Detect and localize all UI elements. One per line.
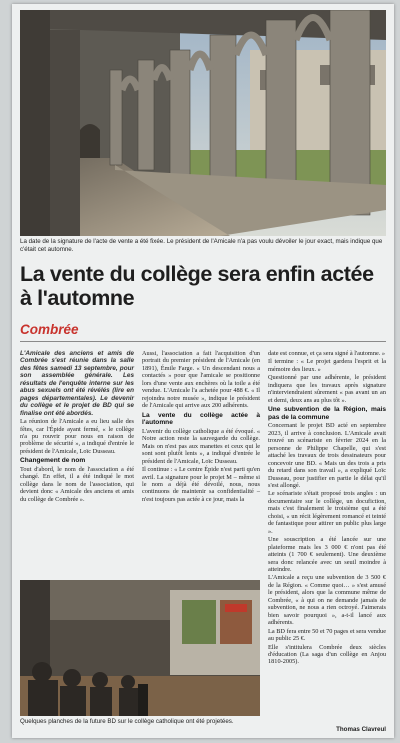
paragraph: L'Amicale a reçu une subvention de 3 500 € de la Région. « Comme quoi… » s'est amusé le président, alors que la commune même de Combrée, « à qui on ne demande jamais de subvention, ne nous a rien octroyé. J'aimerais bien savoir pourquoi », a-t-il lancé aux adhérents. [268, 574, 386, 627]
author-signature: Thomas Clavreul [336, 726, 386, 733]
photo-caption: La date de la signature de l'acte de vente a été fixée. Le président de l'Amicale n'a pas voulu dévoiler le jour exact, mais indique que c'était cet automne. [20, 238, 383, 253]
divider [20, 341, 386, 342]
paragraph: L'avenir du collège catholique a été évoqué. « Notre action reste la sauvegarde du collège. Mais on n'est pas aux manettes et ceux qui le sont sont plutôt lents », a indiqué d'entrée le président de l'Amicale, Loïc Dusseau. [142, 427, 260, 465]
subheading: Changement de nom [20, 457, 86, 465]
projection-illustration [20, 580, 260, 716]
paragraph: Le scénariste s'était proposé trois angles : un documentaire sur le collège, un docufiction, mais c'est finalement le troisième qui a été choisi, « un récit légèrement romancé et teinté de fantastique pour attirer un public plus large ». [268, 490, 386, 535]
paragraph: Concernant le projet BD acté en septembre 2023, il arrive à conclusion. L'Amicale avait trouvé un scénariste en février 2024 en la personne de Philippe Chapelle, qui s'est attaché les travaux de trois dessinateurs pour concevoir une BD. « Mais un des trois a pris du retard dans son travail », a expliqué Loïc Dusseau, pour justifier en partie le délai qu'il s'est allongé. [268, 422, 386, 489]
newspaper-page [12, 4, 394, 738]
kicker-location: Combrée [20, 322, 79, 337]
paragraph: Une souscription a été lancée sur une plateforme mais les 3 000 € n'ont pas été atteints (1 700 € seulement). Une deuxième sera donc relancée avec un seuil moindre à atteindre. [268, 536, 386, 573]
column-3 [268, 350, 386, 667]
cloister-illustration [20, 10, 386, 236]
cloister-photo [20, 10, 386, 236]
paragraph: Tout d'abord, le nom de l'association a été changé. En effet, il a été indiqué le mot collège dans le nom de l'association, qui devient donc « Amicale des anciens et amis du collège de Combrée ». [20, 465, 134, 503]
headline: La vente du collège sera enfin actée à l'automne [20, 262, 374, 310]
photo-caption: Quelques planches de la future BD sur le collège catholique ont été projetées. [20, 718, 234, 725]
column-1 [20, 350, 134, 504]
projection-photo [20, 580, 260, 716]
chapo: L'Amicale des anciens et amis de Combrée s'est réunie dans la salle des fêtes samedi 13 septembre, pour son assemblée générale. Les résultats de l'enquête interne sur les abus sexuels ont été révélés (lire en pages départementales). Le devenir du collège et le projet de BD qui se finalise ont été abordés. [20, 350, 134, 417]
paragraph: Il continue : « Le centre Épide n'est parti qu'en avril. La signature pour le projet M – même si le nom a déjà été dévoilé, nous, nous continuons de maintenir sa confidentialité – n'est toujours pas actée à ce jour, mais la [142, 466, 260, 503]
paragraph: date est connue, et ça sera signé à l'automne. » [268, 350, 386, 357]
paragraph: Elle s'intitulera Combrée deux siècles d'éducation (La saga d'un collège en Anjou 1810-2005). [268, 643, 386, 666]
subheading: Une subvention de la Région, mais pas de la commune [268, 406, 386, 421]
column-2 [142, 350, 260, 504]
paragraph: Il termine : « Le projet gardera l'esprit et la mémoire des lieux. » [268, 358, 386, 373]
paragraph: La BD fera entre 50 et 70 pages et sera vendue au public 25 €. [268, 627, 386, 643]
paragraph: La réunion de l'Amicale a eu lieu salle des fêtes, car l'Épide ayant fermé, « le collège n'a pu rouvrir pour nous en raison de problème de sécurité », a indiqué d'entrée le président de l'Amicale, Loïc Dusseau. [20, 418, 134, 455]
paragraph: Questionné par une adhérente, le président indiquera que les travaux après signature n'interviendraient sûrement « pas avant un an et demi, deux ans au plus tôt ». [268, 374, 386, 404]
paragraph: Aussi, l'association a fait l'acquisition d'un portrait du premier président de l'Amicale (en 1891), Émile Farge. « Un descendant nous a contactés » pour que l'amicale se positionne lors d'une vente aux enchères où la toile a été vendue. L'Amicale l'a achetée pour 488 €. « Il rejoindra notre musée », indique le président de l'Amicale qui arrive aux 200 adhérents. [142, 350, 260, 410]
subheading: La vente du collège actée à l'automne [142, 411, 260, 427]
